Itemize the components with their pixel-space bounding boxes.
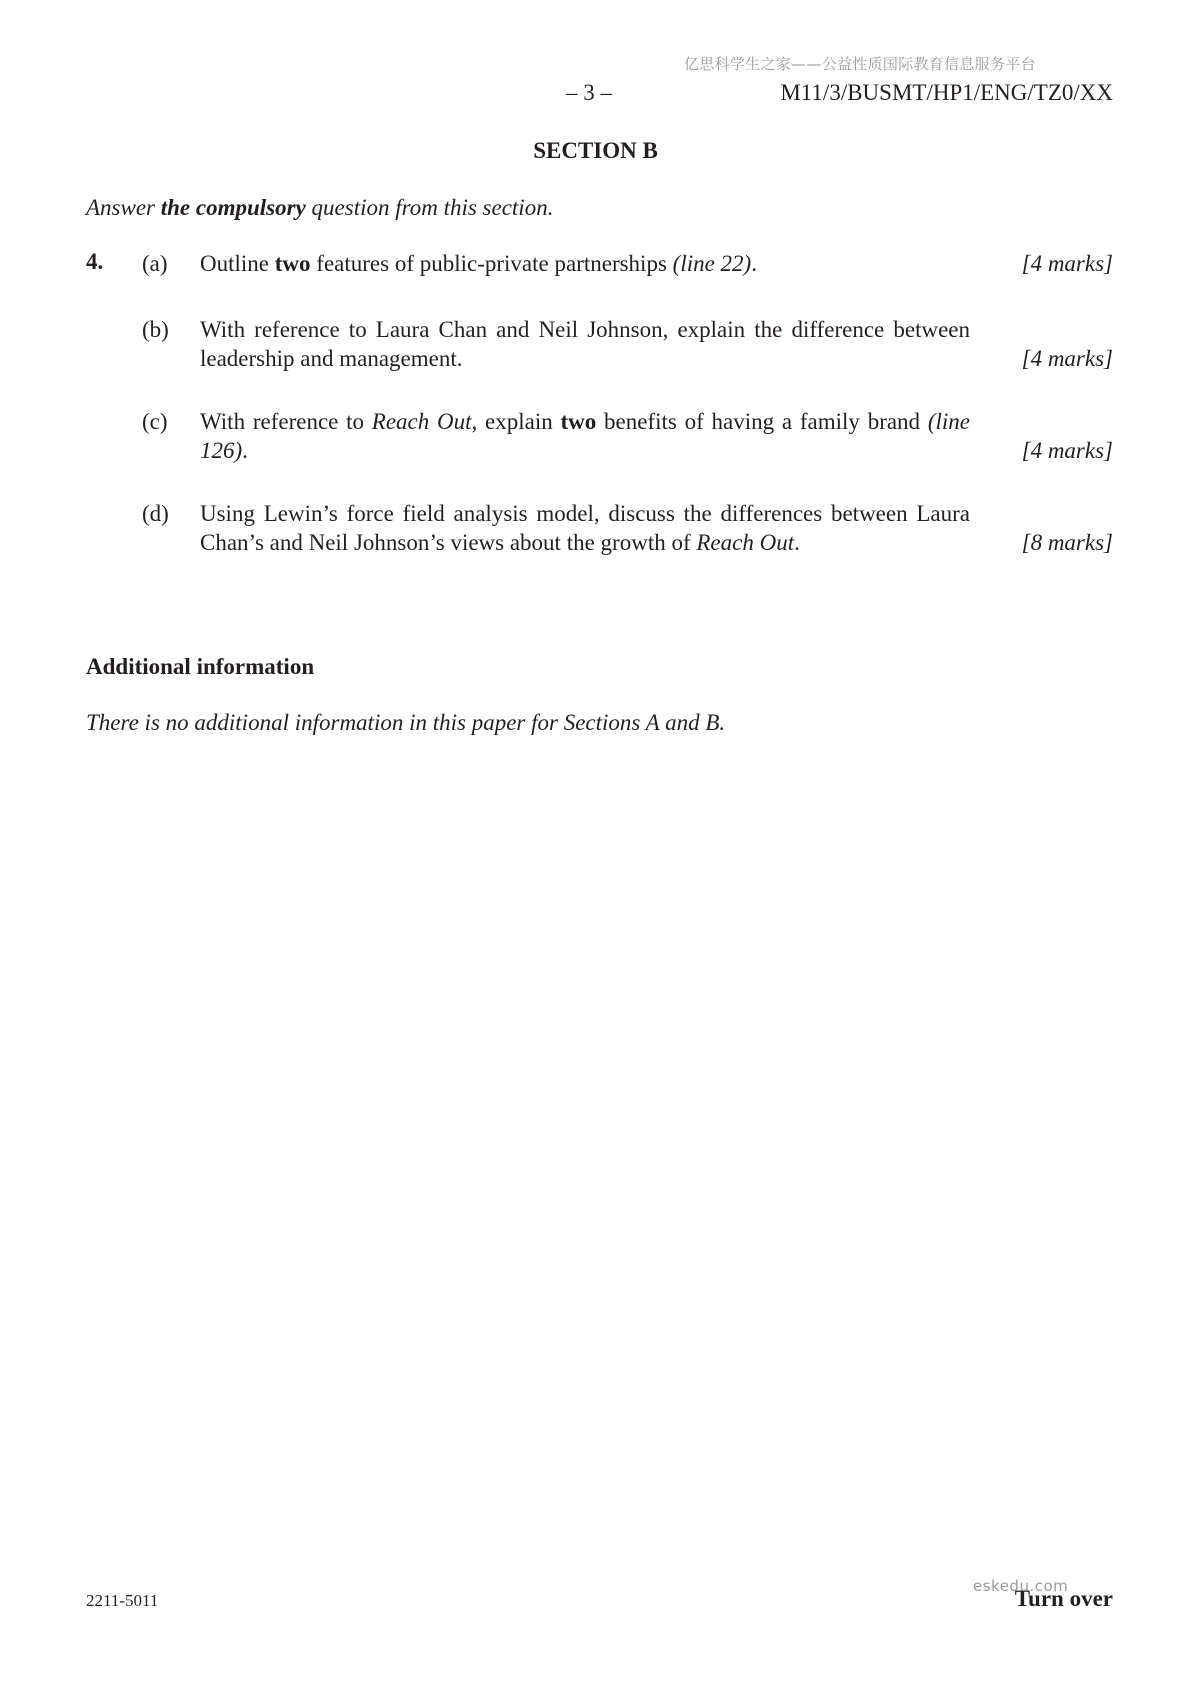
footer-watermark: eskedu.com <box>973 1577 1069 1595</box>
part-label: (b) <box>142 317 169 342</box>
part-text-segment: benefits of having a family brand <box>596 409 928 434</box>
part-text-segment: . <box>751 251 757 276</box>
part-text-segment: . <box>242 438 248 463</box>
page-number: – 3 – <box>566 80 612 105</box>
part-text-segment: . <box>794 530 800 555</box>
part-marks: [4 marks] <box>1021 438 1113 463</box>
part-text-segment: With reference to <box>200 409 372 434</box>
additional-info-text: There is no additional information in this paper for Sections A and B. <box>86 710 726 735</box>
turn-over-label: Turn over <box>1014 1586 1113 1611</box>
part-text <box>200 315 970 373</box>
part-marks: [8 marks] <box>1021 530 1113 555</box>
section-title: SECTION B <box>533 138 658 163</box>
footer-code: 2211-5011 <box>86 1591 159 1610</box>
part-text-segment: , explain <box>471 409 561 434</box>
part-text-segment: features of public-private partnerships <box>310 251 673 276</box>
part-marks: [4 marks] <box>1021 251 1113 276</box>
part-marks: [4 marks] <box>1021 346 1113 371</box>
part-text-segment: Using Lewin’s force field analysis model, discuss the differences between Laura Chan’s and Neil Johnson’s views about the growth of <box>200 501 970 555</box>
part-text-segment: two <box>560 409 597 434</box>
part-text-segment: two <box>274 251 311 276</box>
part-text-segment: Outline <box>200 251 275 276</box>
part-label: (c) <box>142 409 168 434</box>
instruction-before: Answer <box>86 195 161 220</box>
part-text-segment: (line 126) <box>200 409 970 463</box>
paper-code: M11/3/BUSMT/HP1/ENG/TZ0/XX <box>780 80 1113 105</box>
instruction-bold: the compulsory <box>160 195 306 220</box>
section-instruction <box>86 195 553 221</box>
header-watermark: 亿思科学生之家——公益性质国际教育信息服务平台 <box>684 55 1036 73</box>
part-text-segment: Reach Out <box>696 530 795 555</box>
part-label: (d) <box>142 501 169 526</box>
part-text-segment: (line 22) <box>672 251 752 276</box>
part-text <box>200 499 970 557</box>
part-text-segment: Reach Out <box>371 409 472 434</box>
question-number: 4. <box>86 249 104 274</box>
additional-info-heading: Additional information <box>86 654 315 679</box>
instruction-after: question from this section. <box>305 195 554 220</box>
part-label: (a) <box>142 251 168 276</box>
part-text <box>200 407 970 465</box>
part-text-segment: With reference to Laura Chan and Neil Johnson, explain the difference between leadership and management. <box>200 317 970 371</box>
part-text <box>200 249 970 278</box>
